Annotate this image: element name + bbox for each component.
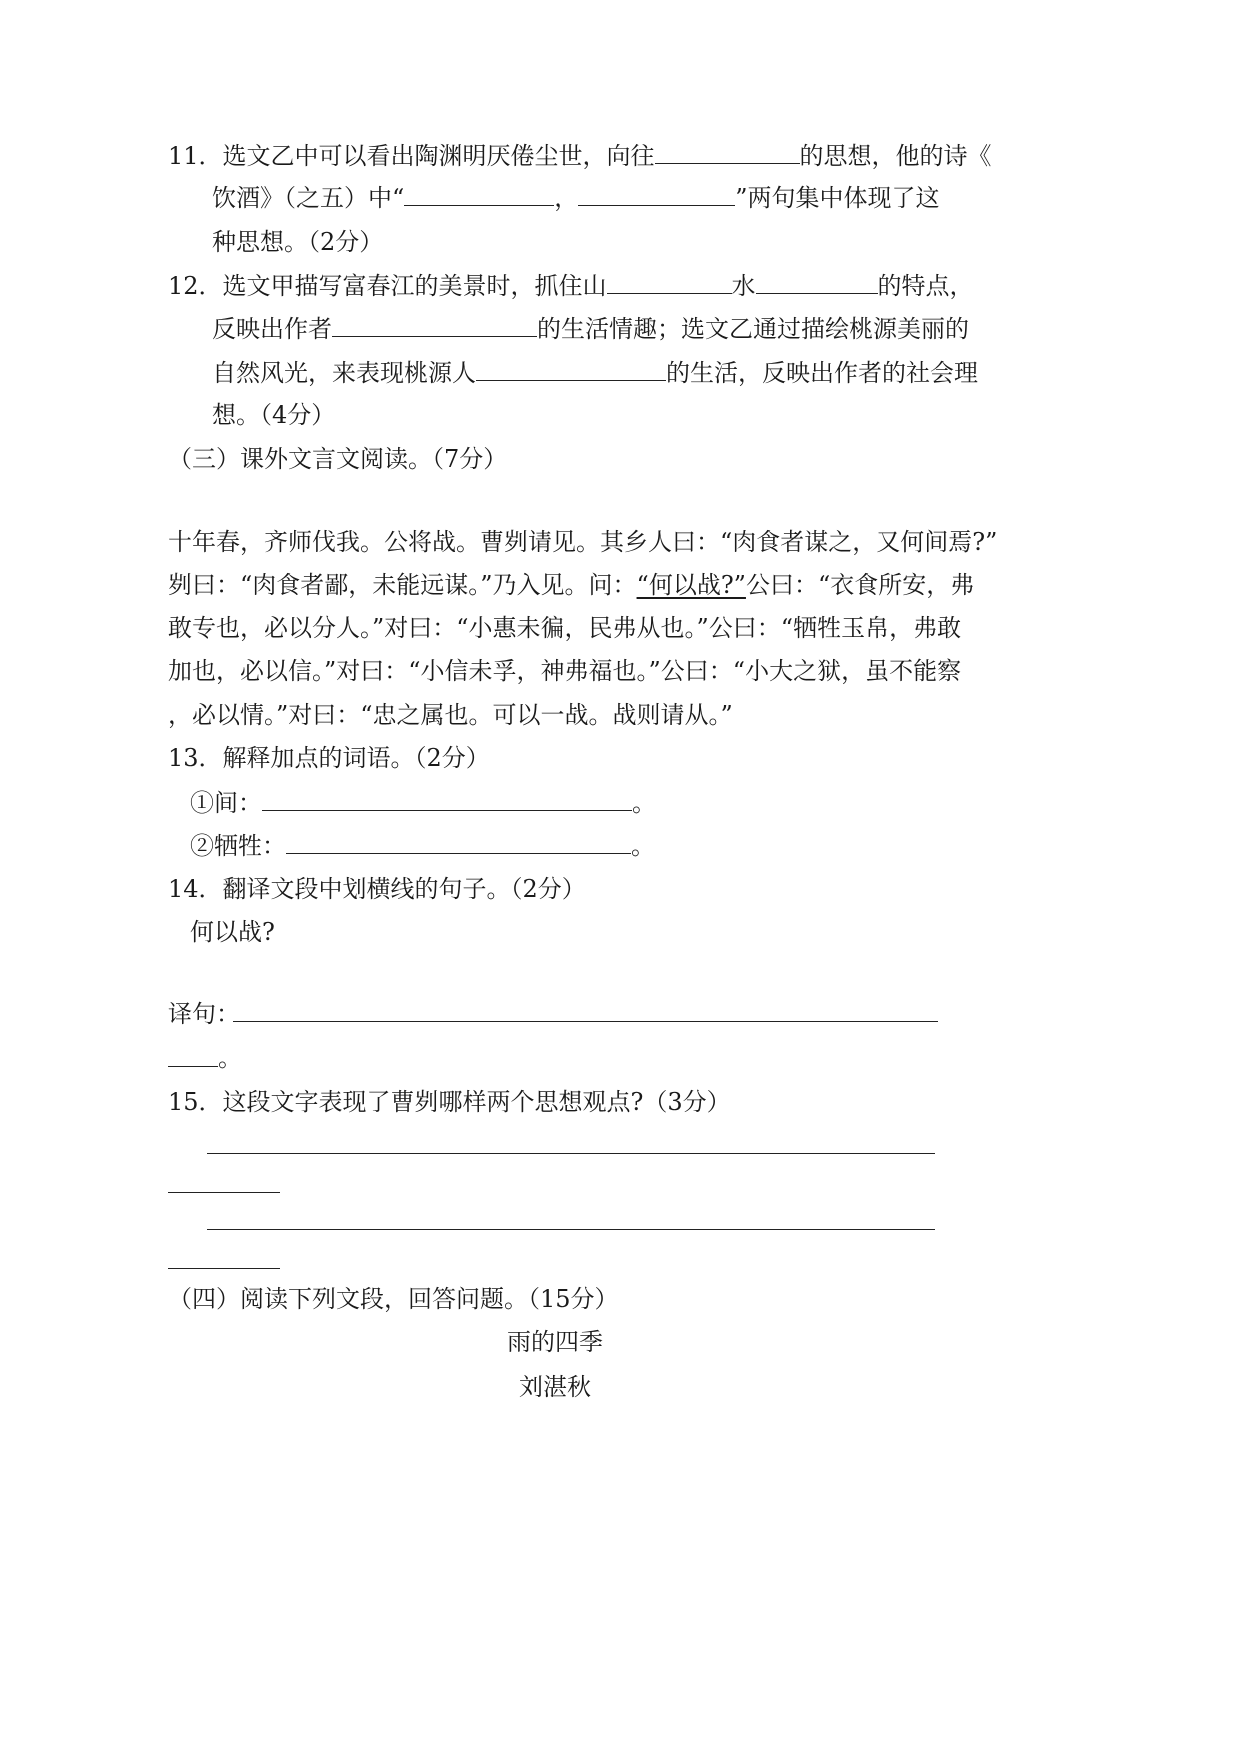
- q12-text-8: 想。（4分）: [212, 401, 336, 429]
- q13-item-2-end: 。: [631, 832, 655, 860]
- q11-text-4: ”两句集中体现了这: [735, 184, 940, 212]
- q13-item-1-label: ①间：: [190, 789, 262, 817]
- q12-text-3: 的特点，: [877, 272, 974, 300]
- q14-sentence: 何以战?: [190, 918, 275, 946]
- passage-underlined-sentence: “何以战?”: [636, 571, 746, 599]
- q12-text-1: 12．选文甲描写富春江的美景时，抓住山: [168, 272, 607, 300]
- q14-answer-line-2[interactable]: [168, 1066, 218, 1067]
- q15-answer-line-1a[interactable]: [207, 1153, 935, 1154]
- article-title: 雨的四季: [507, 1328, 603, 1356]
- q13-title: 13．解释加点的词语。（2分）: [168, 744, 490, 772]
- q12-line-1: [168, 271, 974, 301]
- q11-text-5: 种思想。（2分）: [212, 228, 384, 256]
- q12-line-3: [212, 358, 978, 388]
- q13-item-2-label: ②牺牲：: [190, 832, 286, 860]
- q13-item-2-blank[interactable]: [286, 831, 631, 854]
- q15-answer-line-2b[interactable]: [168, 1268, 280, 1269]
- q15-answer-line-1b[interactable]: [168, 1192, 280, 1193]
- q14-answer-line-1[interactable]: [233, 1021, 938, 1022]
- q11-text-2: 的思想，他的诗《: [799, 142, 992, 170]
- q12-blank-water[interactable]: [756, 271, 878, 294]
- q12-text-2: 水: [731, 272, 756, 300]
- q11-text-1: 11．选文乙中可以看出陶渊明厌倦尘世，向往: [168, 142, 655, 170]
- q13-item-1: [190, 788, 656, 818]
- passage-text-2a: 刿曰：“肉食者鄙，未能远谋。”乃入见。问：: [168, 571, 637, 599]
- q14-title: 14．翻译文段中划横线的句子。（2分）: [168, 875, 586, 903]
- q11-blank-verse-2[interactable]: [578, 183, 735, 206]
- q11-comma: ，: [554, 184, 579, 212]
- q12-blank-interest[interactable]: [332, 314, 537, 337]
- passage-line-5: ，必以情。”对曰：“忠之属也。可以一战。战则请从。”: [168, 701, 733, 729]
- q12-text-5: 的生活情趣；选文乙通过描绘桃源美丽的: [537, 315, 969, 343]
- article-author: 刘湛秋: [519, 1373, 591, 1401]
- section-4-heading: （四）阅读下列文段，回答问题。（15分）: [168, 1285, 619, 1313]
- q12-line-2: [212, 314, 969, 344]
- passage-line-2: [168, 570, 974, 600]
- passage-line-3: 敢专也，必以分人。”对曰：“小惠未徧，民弗从也。”公曰：“牺牲玉帛，弗敢: [168, 614, 962, 642]
- q13-item-1-blank[interactable]: [262, 788, 632, 811]
- q12-text-6: 自然风光，来表现桃源人: [212, 359, 476, 387]
- q11-line-2: [212, 183, 940, 213]
- q12-line-4: [212, 400, 335, 430]
- q11-blank-ideal[interactable]: [655, 141, 800, 164]
- q14-end-mark: 。: [218, 1044, 242, 1072]
- passage-line-4: 加也，必以信。”对曰：“小信未孚，神弗福也。”公曰：“小大之狱，虽不能察: [168, 657, 962, 685]
- section-3-heading: （三）课外文言文阅读。（7分）: [168, 445, 508, 473]
- q11-line-3: [212, 227, 383, 257]
- q12-blank-life[interactable]: [476, 358, 666, 381]
- passage-text-2b: 公曰：“衣食所安，弗: [745, 571, 975, 599]
- q11-text-3: 饮酒》（之五）中“: [212, 184, 405, 212]
- passage-line-1: 十年春，齐师伐我。公将战。曹刿请见。其乡人曰：“肉食者谋之，又何间焉?”: [168, 528, 998, 556]
- q12-text-4: 反映出作者: [212, 315, 332, 343]
- q11-blank-verse-1[interactable]: [404, 183, 554, 206]
- q13-item-1-end: 。: [632, 789, 656, 817]
- q12-blank-mountain[interactable]: [607, 271, 732, 294]
- q14-answer-label: 译句：: [168, 1000, 240, 1028]
- q15-answer-line-2a[interactable]: [207, 1229, 935, 1230]
- q15-title: 15．这段文字表现了曹刿哪样两个思想观点?（3分）: [168, 1088, 731, 1116]
- q13-item-2: [190, 831, 655, 861]
- q12-text-7: 的生活，反映出作者的社会理: [666, 359, 978, 387]
- q11-line-1: [168, 141, 992, 171]
